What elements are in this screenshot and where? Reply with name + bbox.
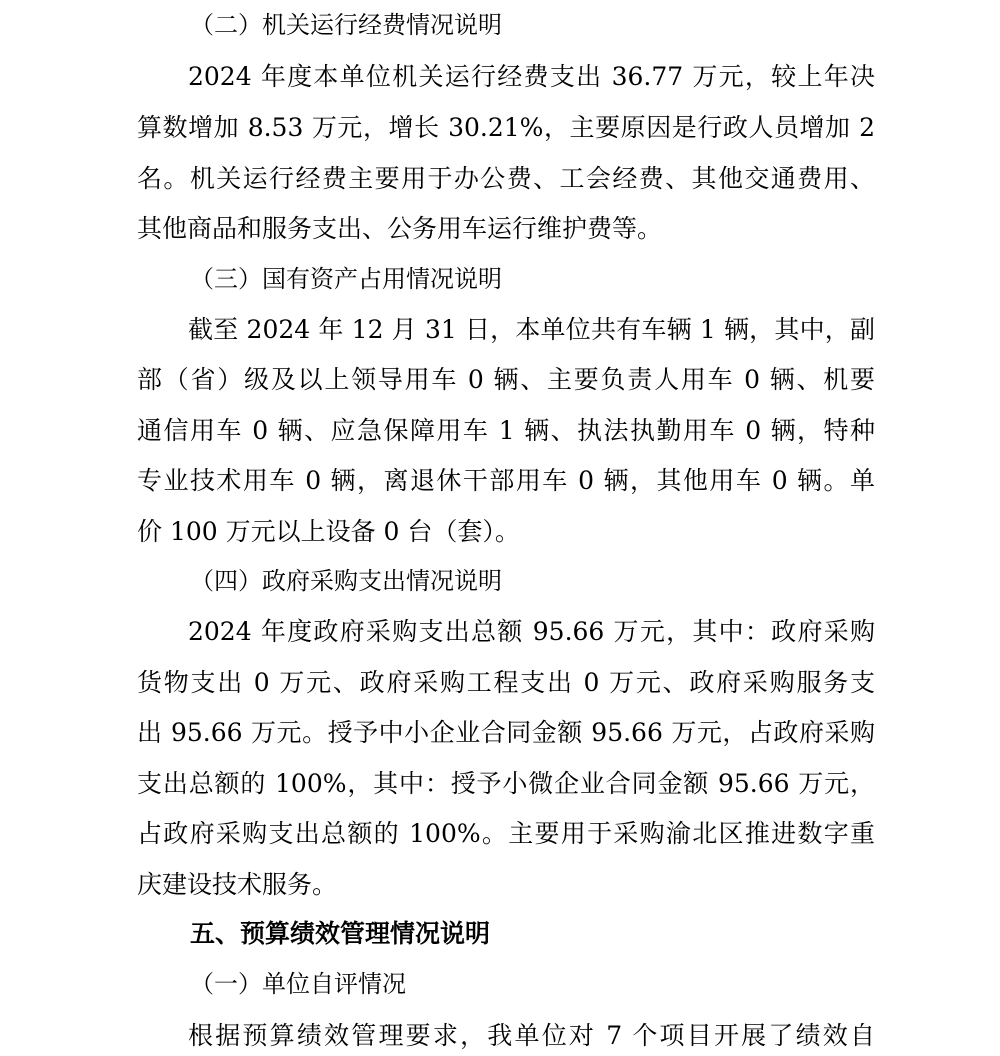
heading-operating-expenses: （二）机关运行经费情况说明 bbox=[190, 11, 502, 39]
paragraph-line: 专业技术用车 0 辆，离退休干部用车 0 辆，其他用车 0 辆。单 bbox=[137, 466, 875, 495]
paragraph-line: 通信用车 0 辆、应急保障用车 1 辆、执法执勤用车 0 辆，特种 bbox=[137, 416, 875, 445]
paragraph-line: 算数增加 8.53 万元，增长 30.21%，主要原因是行政人员增加 2 bbox=[137, 113, 875, 142]
paragraph-line: 部（省）级及以上领导用车 0 辆、主要负责人用车 0 辆、机要 bbox=[137, 365, 875, 394]
heading-state-assets: （三）国有资产占用情况说明 bbox=[190, 265, 502, 293]
paragraph-line: 货物支出 0 万元、政府采购工程支出 0 万元、政府采购服务支 bbox=[137, 668, 875, 697]
paragraph-line: 截至 2024 年 12 月 31 日，本单位共有车辆 1 辆，其中，副 bbox=[188, 315, 875, 344]
paragraph-line: 名。机关运行经费主要用于办公费、工会经费、其他交通费用、 bbox=[137, 164, 875, 193]
paragraph-line: 2024 年度本单位机关运行经费支出 36.77 万元，较上年决 bbox=[188, 62, 875, 91]
paragraph-line: 庆建设技术服务。 bbox=[137, 870, 338, 899]
section-title-performance: 五、预算绩效管理情况说明 bbox=[190, 919, 491, 948]
paragraph-line: 其他商品和服务支出、公务用车运行维护费等。 bbox=[137, 214, 663, 243]
paragraph-line: 支出总额的 100%，其中：授予小微企业合同金额 95.66 万元， bbox=[137, 769, 875, 798]
paragraph-line: 占政府采购支出总额的 100%。主要用于采购渝北区推进数字重 bbox=[137, 819, 875, 848]
paragraph-line: 2024 年度政府采购支出总额 95.66 万元，其中：政府采购 bbox=[188, 617, 875, 646]
paragraph-line: 出 95.66 万元。授予中小企业合同金额 95.66 万元，占政府采购 bbox=[137, 718, 875, 747]
heading-self-evaluation: （一）单位自评情况 bbox=[190, 970, 406, 998]
heading-government-procurement: （四）政府采购支出情况说明 bbox=[190, 567, 502, 595]
paragraph-line: 根据预算绩效管理要求，我单位对 7 个项目开展了绩效自 bbox=[188, 1021, 875, 1050]
paragraph-line: 价 100 万元以上设备 0 台（套）。 bbox=[137, 517, 520, 546]
